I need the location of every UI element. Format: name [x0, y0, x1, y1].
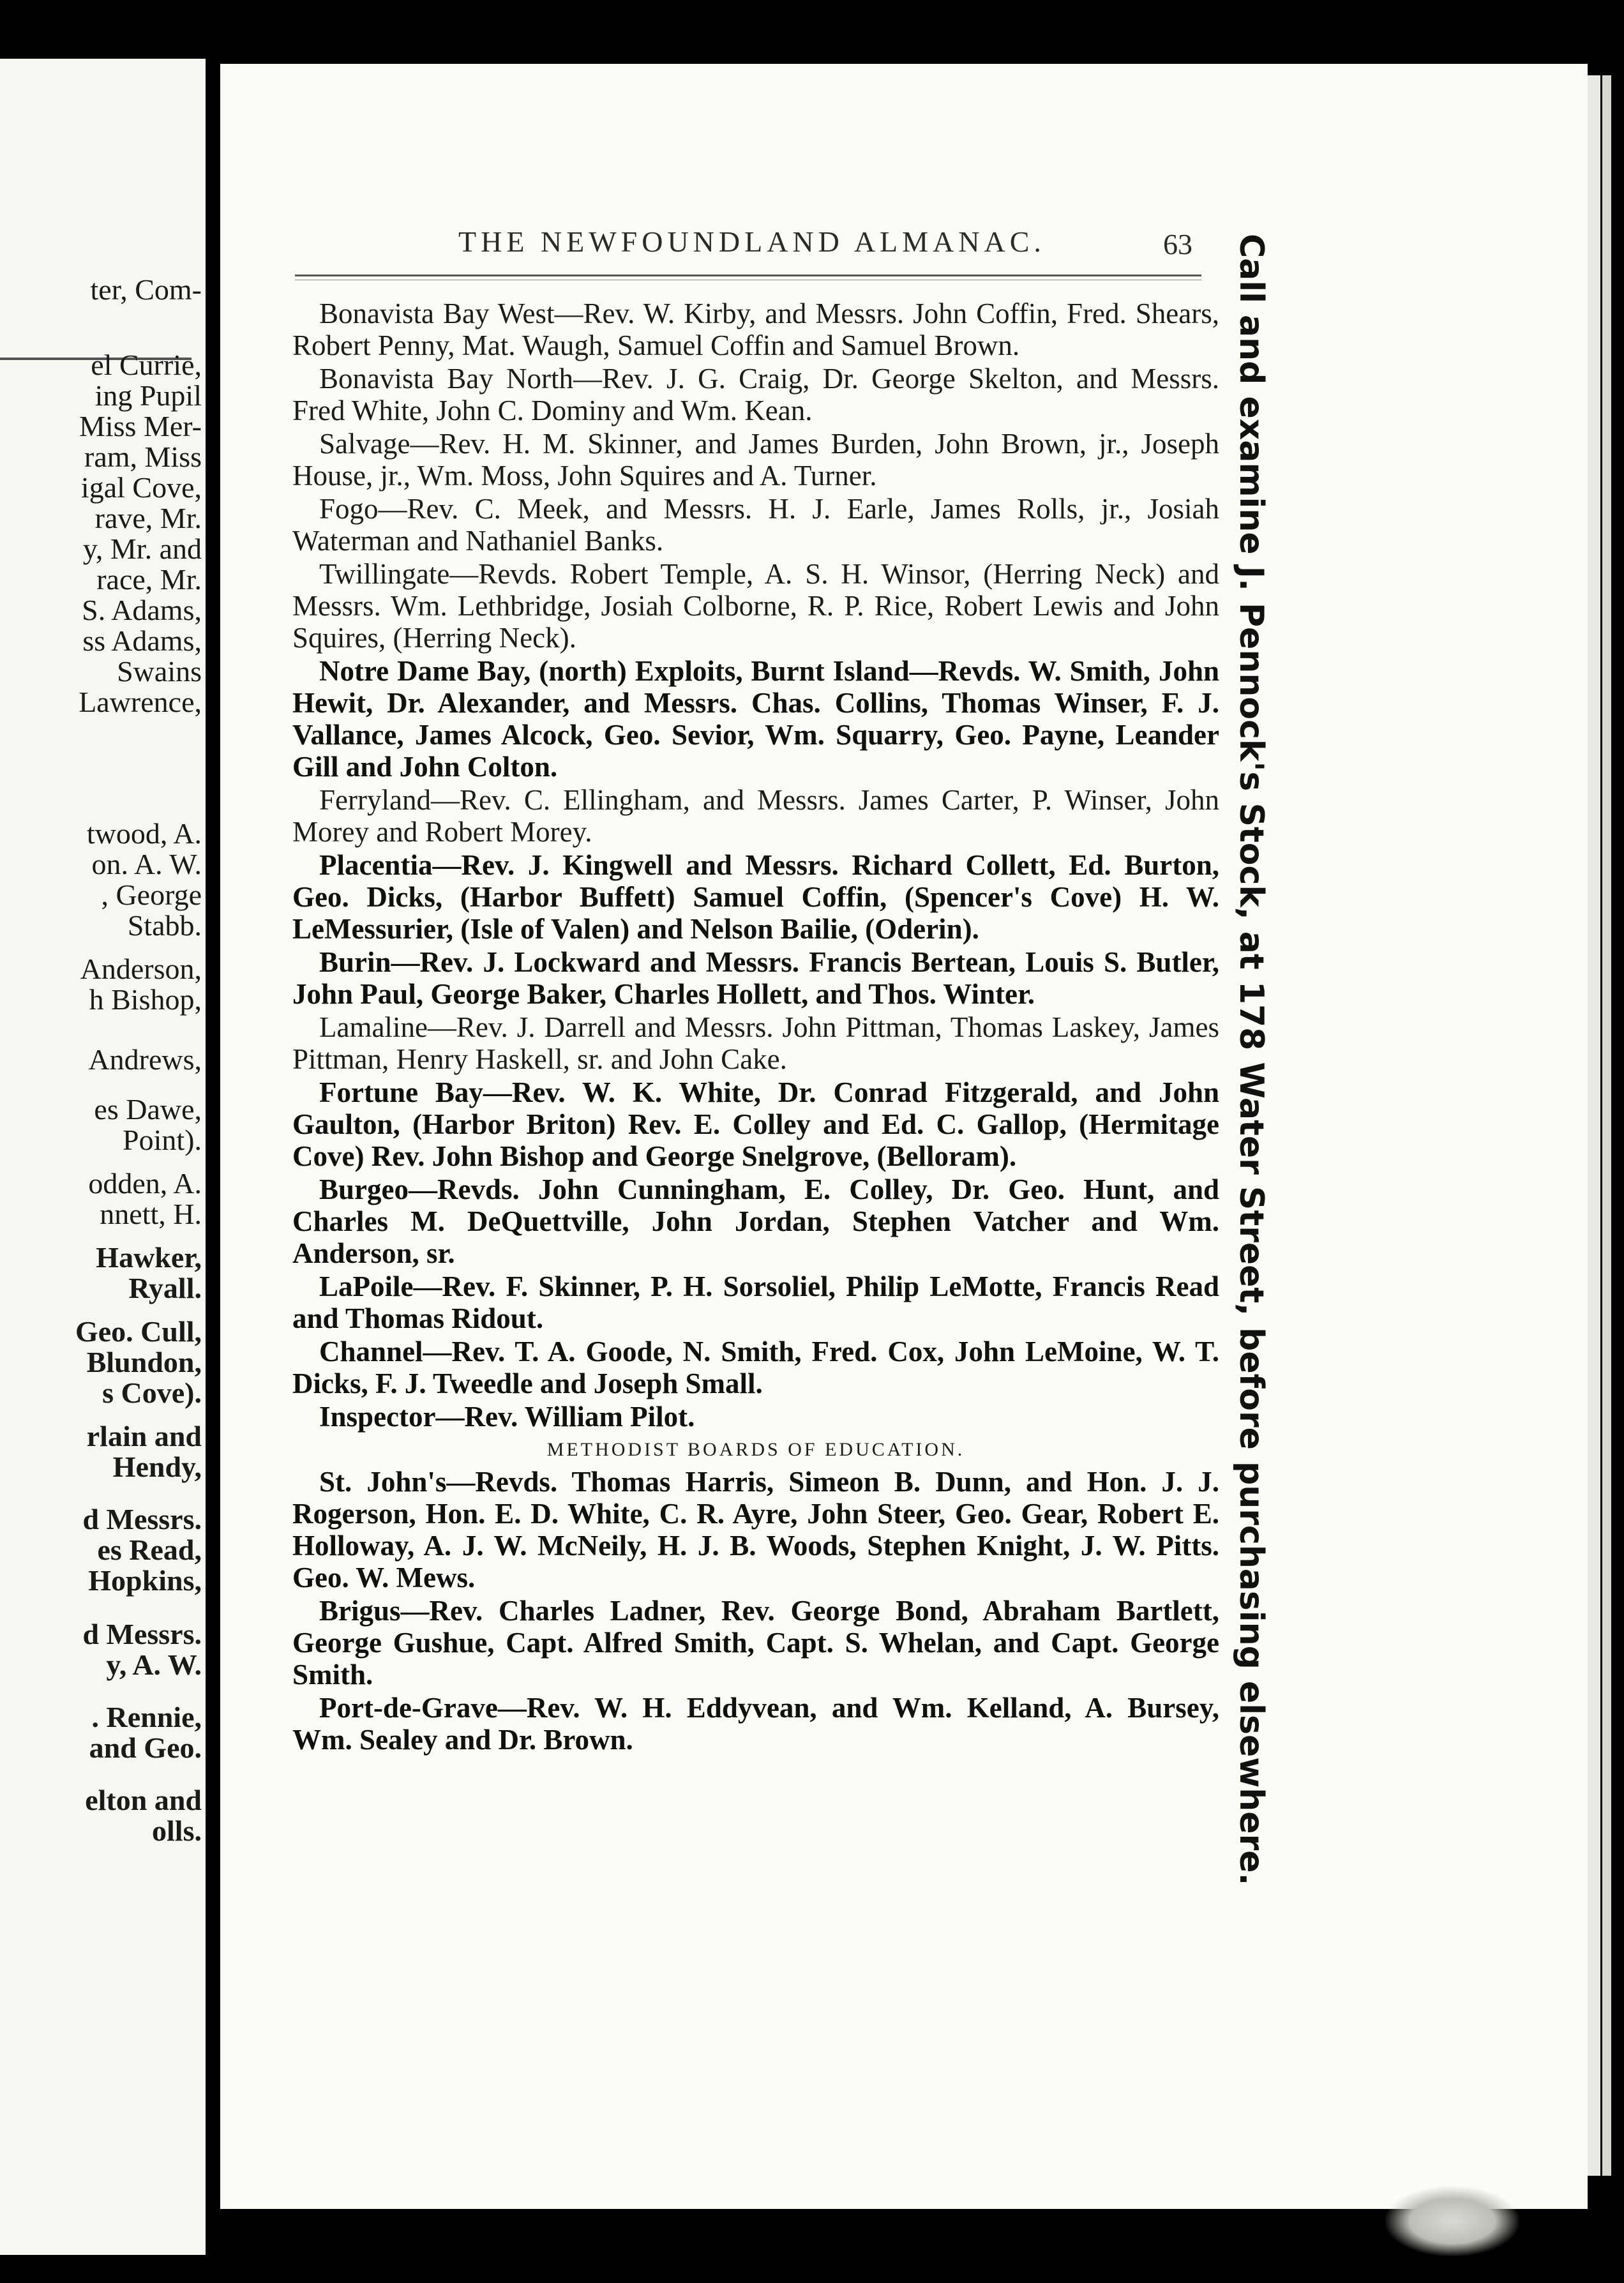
facing-page-line: Anderson, [80, 953, 202, 985]
entry-burgeo: Burgeo—Revds. John Cunningham, E. Colley, Dr. Geo. Hunt, and Charles M. DeQuettville, John Jordan, Stephen Vatcher and Wm. Anderson, sr. [292, 1173, 1219, 1269]
facing-page-line: ram, Miss [84, 441, 202, 473]
entry-burin: Burin—Rev. J. Lockward and Messrs. Francis Bertean, Louis S. Butler, John Paul, George Baker, Charles Hollett, and Thos. Winter. [292, 946, 1219, 1010]
facing-page-line: and Geo. [89, 1731, 202, 1764]
page-edge [1588, 75, 1600, 2176]
page-edge [1602, 75, 1611, 2176]
facing-page-line: y, Mr. and [82, 532, 202, 565]
facing-page-line: Blundon, [86, 1346, 202, 1378]
entry-twillingate: Twillingate—Revds. Robert Temple, A. S. H. Winsor, (Herring Neck) and Messrs. Wm. Lethbridge, Josiah Colborne, R. P. Rice, Robert Lewis and John Squires, (Herring Neck). [292, 558, 1219, 654]
facing-page-line: nnett, H. [100, 1198, 202, 1230]
facing-page-line: ter, Com- [90, 273, 202, 306]
facing-page-line: Hopkins, [88, 1564, 202, 1597]
entry-bonavista-west: Bonavista Bay West—Rev. W. Kirby, and Messrs. John Coffin, Fred. Shears, Robert Penny, Mat. Waugh, Samuel Coffin and Samuel Brown. [292, 298, 1219, 361]
facing-page-line: ss Adams, [82, 624, 202, 657]
facing-page-line: Lawrence, [79, 686, 202, 718]
facing-page-line: Geo. Cull, [75, 1315, 202, 1348]
facing-page-line: es Dawe, [94, 1093, 202, 1126]
board-listing [292, 298, 1219, 1757]
running-header: THE NEWFOUNDLAND ALMANAC. [458, 225, 1046, 258]
facing-page-line: Swains [117, 655, 202, 688]
facing-page-line: , George [101, 878, 202, 911]
facing-page-line: el Currie, [91, 349, 202, 381]
facing-page-line: race, Mr. [96, 563, 202, 596]
page-number: 63 [1163, 228, 1192, 260]
side-advertisement: Call and examine J. Pennock's Stock, at 178 Water Street, before purchasing elsewhere. [1232, 234, 1270, 1886]
facing-page-line: rave, Mr. [94, 502, 202, 534]
facing-page [0, 59, 206, 2255]
facing-page-line: olls. [152, 1814, 202, 1847]
facing-page-line: ing Pupil [94, 379, 202, 412]
entry-port-de-grave: Port-de-Grave—Rev. W. H. Eddyvean, and Wm. Kelland, A. Bursey, Wm. Sealey and Dr. Brown. [292, 1692, 1219, 1756]
facing-page-line: elton and [85, 1784, 202, 1816]
entry-salvage: Salvage—Rev. H. M. Skinner, and James Burden, John Brown, jr., Joseph House, jr., Wm. Moss, John Squires and A. Turner. [292, 428, 1219, 492]
facing-page-line: . Rennie, [91, 1701, 202, 1733]
facing-page-line: Point). [123, 1124, 202, 1156]
facing-page-line: d Messrs. [82, 1618, 202, 1650]
facing-page-line: Andrews, [88, 1043, 202, 1076]
entry-lapoile: LaPoile—Rev. F. Skinner, P. H. Sorsoliel, Philip LeMotte, Francis Read and Thomas Ridout. [292, 1270, 1219, 1334]
facing-page-line: Hendy, [112, 1450, 202, 1483]
entry-st-johns: St. John's—Revds. Thomas Harris, Simeon B. Dunn, and Hon. J. J. Rogerson, Hon. E. D. White, C. R. Ayre, John Steer, Geo. Gear, Robert E. Holloway, A. J. W. McNeily, H. J. B. Woods, Stephen Knight, J. W. Pitts. Geo. W. Mews. [292, 1466, 1219, 1594]
entry-lamaline: Lamaline—Rev. J. Darrell and Messrs. John Pittman, Thomas Laskey, James Pittman, Henry Haskell, sr. and John Cake. [292, 1011, 1219, 1075]
facing-page-line: Stabb. [127, 909, 202, 942]
entry-bonavista-north: Bonavista Bay North—Rev. J. G. Craig, Dr. George Skelton, and Messrs. Fred White, John C. Dominy and Wm. Kean. [292, 363, 1219, 426]
facing-page-line: h Bishop, [89, 983, 202, 1016]
entry-ferryland: Ferryland—Rev. C. Ellingham, and Messrs. James Carter, P. Winser, John Morey and Robert Morey. [292, 784, 1219, 848]
entry-brigus: Brigus—Rev. Charles Ladner, Rev. George Bond, Abraham Bartlett, George Gushue, Capt. Alfred Smith, Capt. S. Whelan, and Capt. George Smith. [292, 1595, 1219, 1691]
header-rule [295, 275, 1201, 280]
facing-page-line: y, A. W. [106, 1648, 202, 1681]
facing-page-line: odden, A. [88, 1167, 202, 1200]
entry-inspector: Inspector—Rev. William Pilot. [319, 1401, 695, 1433]
paper-stain [1385, 2186, 1519, 2256]
facing-page-line: s Cove). [102, 1376, 202, 1409]
facing-page-line: Ryall. [128, 1272, 202, 1304]
facing-page-line: igal Cove, [80, 471, 202, 504]
entry-placentia: Placentia—Rev. J. Kingwell and Messrs. Richard Collett, Ed. Burton, Geo. Dicks, (Harbor Buffett) Samuel Coffin, (Spencer's Cove) H. W. LeMessurier, (Isle of Valen) and Nelson Bailie, (Oderin). [292, 849, 1219, 945]
facing-page-line: rlain and [86, 1420, 202, 1452]
facing-page-line: d Messrs. [82, 1503, 202, 1535]
entry-fortune-bay: Fortune Bay—Rev. W. K. White, Dr. Conrad Fitzgerald, and John Gaulton, (Harbor Briton) Rev. E. Colley and Ed. C. Gallop, (Hermitage Cove) Rev. John Bishop and George Snelgrove, (Belloram). [292, 1076, 1219, 1172]
facing-page-line: twood, A. [86, 817, 202, 850]
entry-fogo: Fogo—Rev. C. Meek, and Messrs. H. J. Earle, James Rolls, jr., Josiah Waterman and Nathaniel Banks. [292, 493, 1219, 557]
facing-page-line: on. A. W. [91, 848, 202, 880]
facing-page-line: Hawker, [96, 1241, 202, 1274]
section-heading: METHODIST BOARDS OF EDUCATION. [546, 1439, 965, 1460]
facing-page-line: S. Adams, [82, 594, 202, 626]
entry-channel: Channel—Rev. T. A. Goode, N. Smith, Fred. Cox, John LeMoine, W. T. Dicks, F. J. Tweedle and Joseph Small. [292, 1336, 1219, 1399]
facing-page-line: es Read, [97, 1533, 202, 1566]
facing-page-line: Miss Mer- [79, 410, 202, 442]
entry-notre-dame-bay: Notre Dame Bay, (north) Exploits, Burnt Island—Revds. W. Smith, John Hewit, Dr. Alexander, and Messrs. Chas. Collins, Thomas Winser, F. J. Vallance, James Alcock, Geo. Sevior, Wm. Squarry, Geo. Payne, Leander Gill and John Colton. [292, 655, 1219, 783]
